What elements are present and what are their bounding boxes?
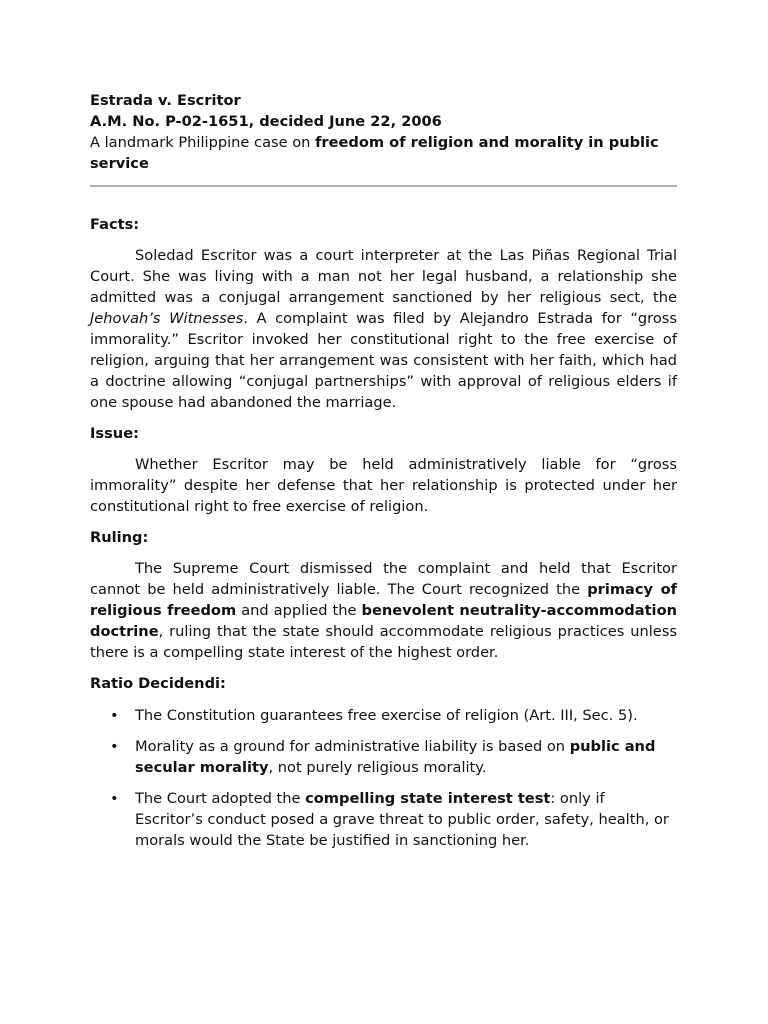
ratio-item-2-text-2: , not purely religious morality. — [268, 759, 487, 776]
ratio-item-3-bold: compelling state interest test — [305, 790, 551, 807]
case-number: A.M. No. P-02-1651, decided June 22, 2006 — [90, 113, 442, 130]
header-divider — [90, 185, 677, 187]
bullet-icon: • — [110, 707, 119, 724]
bullet-icon: • — [110, 790, 119, 807]
case-subtitle — [90, 132, 677, 174]
ratio-item-3-text-1: The Court adopted the — [135, 790, 306, 807]
facts-heading: Facts: — [90, 216, 140, 233]
ruling-heading: Ruling: — [90, 529, 149, 546]
ratio-item-1: The Constitution guarantees free exercise of religion (Art. III, Sec. 5). — [135, 707, 638, 724]
ruling-paragraph — [90, 558, 677, 663]
facts-paragraph — [90, 245, 677, 413]
facts-text-2: . A complaint was filed by Alejandro Estrada for “gross immorality.” Escritor invoked her constitutional right to the free exercise of religion, arguing that her arrangement was consistent with her faith, which had a doctrine allowing “conjugal partnerships” with approval of religious elders if one spouse had abandoned the marriage. — [90, 310, 677, 411]
ruling-bold-2: benevolent neutrality-accommodation doctrine — [90, 602, 677, 640]
case-title: Estrada v. Escritor — [90, 92, 241, 109]
facts-text-1: Soledad Escritor was a court interpreter at the Las Piñas Regional Trial Court. She was living with a man not her legal husband, a relationship she admitted was a conjugal arrangement sanctioned by her religious sect, the — [90, 247, 677, 306]
ruling-text-2: and applied the — [236, 602, 362, 619]
document-content — [90, 90, 677, 861]
ruling-text-1: The Supreme Court dismissed the complaint and held that Escritor cannot be held administratively liable. The Court recognized the — [90, 560, 677, 598]
ruling-text-3: , ruling that the state should accommodate religious practices unless there is a compelling state interest of the highest order. — [90, 623, 677, 661]
ratio-item-2-text-1: Morality as a ground for administrative liability is based on — [135, 738, 570, 755]
ruling-bold-1: primacy of religious freedom — [90, 581, 677, 619]
ratio-item-3-text-2: : only if Escritor’s conduct posed a grave threat to public order, safety, health, or morals would the State be justified in sanctioning her. — [135, 790, 669, 849]
ratio-heading: Ratio Decidendi: — [90, 675, 226, 692]
list-item — [90, 705, 677, 726]
list-item — [90, 736, 677, 778]
ratio-item-2-bold: public and secular morality — [135, 738, 656, 776]
list-item — [90, 788, 677, 851]
bullet-icon: • — [110, 738, 119, 755]
facts-italic: Jehovah’s Witnesses — [90, 310, 244, 327]
issue-heading: Issue: — [90, 425, 139, 442]
issue-paragraph: Whether Escritor may be held administratively liable for “gross immorality” despite her defense that her relationship is protected under her constitutional right to free exercise of religion. — [90, 456, 677, 515]
ratio-list — [90, 705, 677, 851]
subtitle-bold: freedom of religion and morality in public service — [90, 134, 659, 172]
subtitle-prefix: A landmark Philippine case on — [90, 134, 316, 151]
